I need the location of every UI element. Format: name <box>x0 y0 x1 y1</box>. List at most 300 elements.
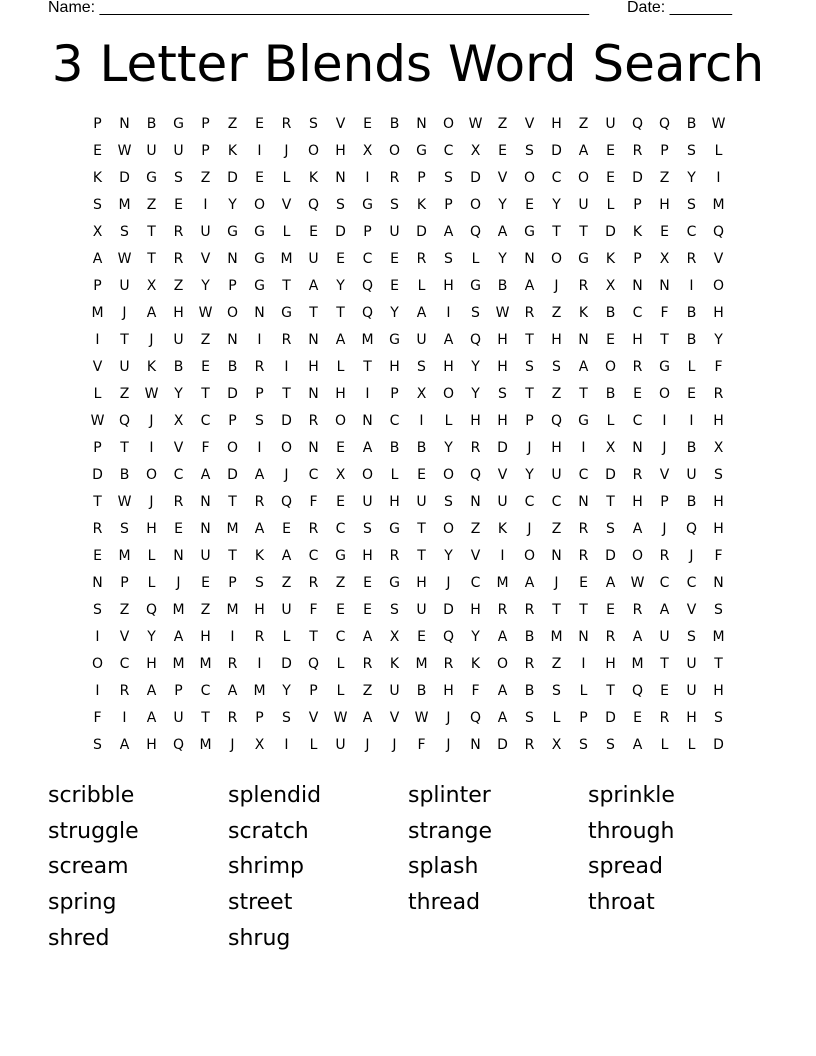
grid-letter: L <box>93 385 102 402</box>
grid-letter: D <box>497 736 508 753</box>
grid-letter: P <box>660 493 669 510</box>
grid-letter: E <box>363 115 372 132</box>
grid-letter: A <box>524 574 535 591</box>
grid-letter: U <box>200 547 211 564</box>
grid-row <box>84 353 732 380</box>
word-list-item: scratch <box>228 818 309 844</box>
grid-letter: J <box>284 142 289 159</box>
grid-letter: U <box>173 709 184 726</box>
grid-letter: T <box>525 385 534 402</box>
grid-letter: V <box>686 601 697 618</box>
grid-letter: F <box>714 358 723 375</box>
grid-letter: V <box>281 196 292 213</box>
grid-letter: S <box>282 709 291 726</box>
grid-letter: A <box>146 709 157 726</box>
grid-letter: C <box>173 466 184 483</box>
grid-letter: R <box>524 736 535 753</box>
grid-letter: M <box>199 655 212 672</box>
grid-letter: U <box>308 250 319 267</box>
grid-letter: S <box>498 385 507 402</box>
grid-letter: R <box>254 493 265 510</box>
grid-letter: O <box>577 169 590 186</box>
grid-letter: B <box>416 439 427 456</box>
grid-letter: N <box>632 439 643 456</box>
grid-row <box>84 272 732 299</box>
grid-letter: T <box>579 601 588 618</box>
grid-letter: Q <box>469 466 482 483</box>
grid-letter: Z <box>119 385 130 402</box>
grid-letter: G <box>524 223 535 240</box>
grid-letter: T <box>579 385 588 402</box>
grid-letter: N <box>173 547 184 564</box>
word-row <box>48 921 788 957</box>
grid-letter: I <box>95 682 100 699</box>
grid-letter: B <box>497 277 508 294</box>
grid-letter: H <box>362 547 373 564</box>
grid-letter: M <box>496 574 509 591</box>
grid-letter: B <box>605 385 616 402</box>
grid-letter: V <box>335 115 346 132</box>
grid-letter: P <box>174 682 183 699</box>
grid-letter: L <box>606 196 615 213</box>
grid-letter: H <box>713 682 724 699</box>
grid-letter: O <box>658 385 671 402</box>
grid-letter: P <box>444 196 453 213</box>
grid-letter: J <box>176 574 181 591</box>
grid-letter: V <box>173 439 184 456</box>
grid-letter: S <box>525 358 534 375</box>
grid-letter: I <box>689 412 694 429</box>
grid-letter: K <box>578 304 589 321</box>
grid-letter: B <box>389 439 400 456</box>
header-line <box>48 0 748 18</box>
grid-letter: Q <box>469 709 482 726</box>
grid-letter: L <box>579 682 588 699</box>
grid-letter: K <box>92 169 103 186</box>
grid-letter: I <box>284 358 289 375</box>
grid-letter: I <box>95 628 100 645</box>
grid-letter: L <box>336 682 345 699</box>
grid-letter: F <box>660 304 669 321</box>
word-list-item: shred <box>48 925 110 951</box>
grid-letter: I <box>230 628 235 645</box>
grid-row <box>84 623 732 650</box>
grid-letter: J <box>284 466 289 483</box>
grid-letter: F <box>309 493 318 510</box>
grid-letter: H <box>443 358 454 375</box>
grid-letter: P <box>228 277 237 294</box>
grid-letter: O <box>253 196 266 213</box>
grid-letter: R <box>308 520 319 537</box>
grid-letter: I <box>257 655 262 672</box>
word-list-item: scribble <box>48 783 135 808</box>
grid-letter: G <box>335 547 346 564</box>
grid-letter: L <box>660 736 669 753</box>
grid-letter: H <box>497 331 508 348</box>
grid-letter: W <box>414 709 429 726</box>
grid-letter: D <box>281 412 292 429</box>
grid-letter: B <box>605 304 616 321</box>
grid-letter: M <box>172 655 185 672</box>
word-row <box>48 849 788 885</box>
grid-letter: H <box>551 115 562 132</box>
grid-letter: P <box>228 574 237 591</box>
grid-letter: U <box>416 601 427 618</box>
grid-letter: L <box>417 277 426 294</box>
grid-letter: H <box>713 493 724 510</box>
grid-letter: M <box>631 655 644 672</box>
grid-letter: J <box>554 574 559 591</box>
grid-letter: Y <box>471 628 480 645</box>
grid-letter: N <box>632 277 643 294</box>
grid-letter: T <box>552 601 561 618</box>
grid-letter: N <box>551 547 562 564</box>
grid-row <box>84 704 732 731</box>
grid-row <box>84 569 732 596</box>
grid-letter: U <box>173 331 184 348</box>
grid-letter: D <box>632 169 643 186</box>
grid-letter: R <box>524 304 535 321</box>
grid-letter: U <box>659 628 670 645</box>
grid-letter: G <box>659 358 670 375</box>
grid-letter: I <box>365 385 370 402</box>
grid-letter: Y <box>174 385 183 402</box>
grid-letter: T <box>201 709 210 726</box>
grid-letter: R <box>632 358 643 375</box>
grid-letter: O <box>226 439 239 456</box>
grid-letter: G <box>389 520 400 537</box>
grid-letter: M <box>712 196 725 213</box>
grid-letter: Q <box>469 223 482 240</box>
grid-letter: R <box>362 655 373 672</box>
grid-letter: Z <box>497 115 508 132</box>
grid-letter: Q <box>631 682 644 699</box>
grid-letter: T <box>120 439 129 456</box>
grid-letter: G <box>281 304 292 321</box>
grid-letter: F <box>201 439 210 456</box>
grid-letter: J <box>149 493 154 510</box>
grid-letter: T <box>336 304 345 321</box>
grid-letter: N <box>713 574 724 591</box>
grid-row <box>84 191 732 218</box>
grid-letter: P <box>633 196 642 213</box>
grid-letter: F <box>309 601 318 618</box>
page-title: 3 Letter Blends Word Search <box>51 35 765 93</box>
grid-letter: E <box>606 601 615 618</box>
grid-letter: V <box>659 466 670 483</box>
grid-letter: U <box>281 601 292 618</box>
grid-letter: V <box>308 709 319 726</box>
grid-letter: Z <box>551 520 562 537</box>
grid-letter: A <box>578 358 589 375</box>
grid-letter: R <box>713 385 724 402</box>
grid-letter: E <box>363 601 372 618</box>
grid-letter: U <box>173 142 184 159</box>
grid-letter: U <box>416 493 427 510</box>
grid-letter: R <box>686 250 697 267</box>
grid-letter: H <box>713 520 724 537</box>
grid-letter: S <box>390 196 399 213</box>
grid-letter: D <box>605 547 616 564</box>
grid-letter: O <box>334 412 347 429</box>
grid-letter: A <box>497 223 508 240</box>
word-row <box>48 778 788 814</box>
grid-letter: R <box>578 547 589 564</box>
grid-letter: I <box>662 412 667 429</box>
grid-letter: U <box>119 358 130 375</box>
grid-letter: Y <box>471 385 480 402</box>
grid-letter: V <box>497 466 508 483</box>
grid-letter: D <box>281 655 292 672</box>
grid-row <box>84 218 732 245</box>
grid-letter: G <box>254 277 265 294</box>
grid-letter: D <box>605 709 616 726</box>
grid-letter: R <box>659 709 670 726</box>
grid-letter: D <box>227 466 238 483</box>
grid-letter: O <box>145 466 158 483</box>
grid-letter: I <box>581 439 586 456</box>
grid-letter: C <box>335 628 346 645</box>
grid-letter: G <box>227 223 238 240</box>
grid-row <box>84 434 732 461</box>
grid-letter: P <box>201 115 210 132</box>
grid-letter: Q <box>712 223 725 240</box>
grid-letter: J <box>662 520 667 537</box>
grid-letter: P <box>633 250 642 267</box>
grid-row <box>84 245 732 272</box>
grid-letter: C <box>200 412 211 429</box>
grid-letter: M <box>199 736 212 753</box>
grid-letter: C <box>335 520 346 537</box>
grid-letter: P <box>417 169 426 186</box>
grid-letter: C <box>686 223 697 240</box>
grid-letter: A <box>119 736 130 753</box>
grid-letter: P <box>228 412 237 429</box>
grid-letter: R <box>92 520 103 537</box>
grid-letter: L <box>309 736 318 753</box>
grid-letter: R <box>524 601 535 618</box>
grid-letter: T <box>417 520 426 537</box>
grid-letter: S <box>714 601 723 618</box>
grid-letter: D <box>227 169 238 186</box>
grid-letter: X <box>713 439 724 456</box>
grid-letter: H <box>470 412 481 429</box>
grid-letter: T <box>660 655 669 672</box>
grid-letter: C <box>389 412 400 429</box>
grid-letter: X <box>362 142 373 159</box>
grid-letter: Q <box>307 196 320 213</box>
grid-letter: R <box>254 358 265 375</box>
grid-letter: S <box>687 628 696 645</box>
grid-letter: U <box>686 466 697 483</box>
grid-letter: E <box>282 520 291 537</box>
grid-letter: E <box>336 601 345 618</box>
grid-letter: X <box>254 736 265 753</box>
grid-letter: F <box>471 682 480 699</box>
grid-row <box>84 677 732 704</box>
grid-letter: E <box>579 574 588 591</box>
grid-letter: X <box>605 277 616 294</box>
grid-letter: E <box>174 520 183 537</box>
grid-letter: F <box>93 709 102 726</box>
grid-letter: N <box>578 493 589 510</box>
grid-letter: S <box>471 304 480 321</box>
grid-letter: A <box>362 439 373 456</box>
grid-letter: O <box>496 655 509 672</box>
grid-letter: R <box>173 223 184 240</box>
grid-letter: T <box>525 331 534 348</box>
grid-letter: G <box>578 250 589 267</box>
grid-letter: A <box>362 628 373 645</box>
grid-letter: Z <box>146 196 157 213</box>
grid-letter: O <box>469 196 482 213</box>
grid-letter: I <box>257 142 262 159</box>
grid-letter: R <box>227 709 238 726</box>
grid-letter: X <box>659 250 670 267</box>
grid-letter: W <box>90 412 105 429</box>
grid-letter: U <box>605 115 616 132</box>
grid-letter: L <box>714 142 723 159</box>
word-list-item: street <box>228 890 293 916</box>
grid-letter: D <box>227 385 238 402</box>
grid-letter: H <box>335 385 346 402</box>
grid-letter: C <box>308 547 319 564</box>
grid-letter: T <box>606 493 615 510</box>
grid-letter: H <box>443 277 454 294</box>
grid-letter: L <box>282 223 291 240</box>
grid-letter: O <box>712 277 725 294</box>
grid-letter: R <box>173 250 184 267</box>
grid-letter: T <box>309 304 318 321</box>
grid-letter: Y <box>687 169 696 186</box>
grid-letter: H <box>659 196 670 213</box>
grid-letter: Q <box>442 628 455 645</box>
word-list-item: strange <box>408 818 493 844</box>
grid-letter: E <box>417 466 426 483</box>
grid-letter: I <box>257 439 262 456</box>
grid-letter: Q <box>172 736 185 753</box>
grid-letter: B <box>686 439 697 456</box>
grid-letter: A <box>362 709 373 726</box>
grid-letter: B <box>524 628 535 645</box>
grid-letter: R <box>578 277 589 294</box>
grid-letter: H <box>308 358 319 375</box>
grid-letter: S <box>552 682 561 699</box>
grid-letter: Q <box>631 115 644 132</box>
grid-letter: G <box>389 574 400 591</box>
grid-letter: S <box>255 574 264 591</box>
grid-letter: H <box>146 736 157 753</box>
grid-letter: H <box>686 709 697 726</box>
grid-letter: V <box>200 250 211 267</box>
grid-letter: S <box>714 709 723 726</box>
grid-letter: T <box>147 250 156 267</box>
grid-letter: O <box>523 547 536 564</box>
grid-letter: Z <box>119 601 130 618</box>
grid-letter: H <box>632 493 643 510</box>
grid-letter: Q <box>658 115 671 132</box>
grid-letter: W <box>495 304 510 321</box>
grid-letter: N <box>578 628 589 645</box>
grid-letter: E <box>363 574 372 591</box>
grid-letter: P <box>255 385 264 402</box>
grid-letter: F <box>714 547 723 564</box>
grid-letter: N <box>659 277 670 294</box>
grid-row <box>84 542 732 569</box>
grid-letter: H <box>389 358 400 375</box>
grid-letter: Z <box>200 601 211 618</box>
grid-letter: E <box>93 547 102 564</box>
grid-letter: O <box>307 142 320 159</box>
grid-letter: Z <box>200 169 211 186</box>
grid-letter: A <box>497 709 508 726</box>
grid-letter: Q <box>469 331 482 348</box>
grid-letter: K <box>146 358 157 375</box>
grid-letter: P <box>201 142 210 159</box>
grid-letter: S <box>93 196 102 213</box>
grid-letter: A <box>605 574 616 591</box>
grid-letter: P <box>525 412 534 429</box>
grid-letter: O <box>442 520 455 537</box>
grid-row <box>84 461 732 488</box>
grid-letter: H <box>470 601 481 618</box>
grid-letter: A <box>173 628 184 645</box>
grid-letter: S <box>255 412 264 429</box>
grid-letter: T <box>228 493 237 510</box>
grid-letter: S <box>525 709 534 726</box>
grid-letter: U <box>551 466 562 483</box>
grid-letter: Z <box>578 115 589 132</box>
grid-letter: J <box>446 574 451 591</box>
grid-letter: R <box>389 169 400 186</box>
grid-letter: N <box>308 331 319 348</box>
grid-letter: J <box>554 277 559 294</box>
grid-letter: O <box>361 466 374 483</box>
grid-letter: T <box>552 223 561 240</box>
grid-letter: B <box>146 115 157 132</box>
grid-letter: S <box>93 736 102 753</box>
grid-letter: E <box>336 439 345 456</box>
grid-letter: A <box>578 142 589 159</box>
grid-letter: U <box>200 223 211 240</box>
grid-letter: Y <box>336 277 345 294</box>
grid-letter: R <box>443 655 454 672</box>
grid-letter: X <box>416 385 427 402</box>
word-list-item: through <box>588 818 675 844</box>
grid-letter: L <box>687 358 696 375</box>
grid-letter: G <box>254 250 265 267</box>
grid-letter: I <box>122 709 127 726</box>
grid-letter: N <box>227 250 238 267</box>
grid-letter: U <box>497 493 508 510</box>
grid-letter: E <box>660 682 669 699</box>
grid-letter: E <box>336 250 345 267</box>
grid-letter: B <box>119 466 130 483</box>
grid-letter: S <box>444 250 453 267</box>
word-list-item: throat <box>588 890 655 916</box>
grid-letter: D <box>551 142 562 159</box>
grid-letter: E <box>255 169 264 186</box>
grid-letter: K <box>470 655 481 672</box>
grid-letter: P <box>660 142 669 159</box>
grid-letter: D <box>92 466 103 483</box>
grid-letter: A <box>200 466 211 483</box>
grid-letter: E <box>606 331 615 348</box>
grid-letter: A <box>443 223 454 240</box>
grid-letter: C <box>524 493 535 510</box>
grid-letter: O <box>280 439 293 456</box>
grid-letter: R <box>281 331 292 348</box>
